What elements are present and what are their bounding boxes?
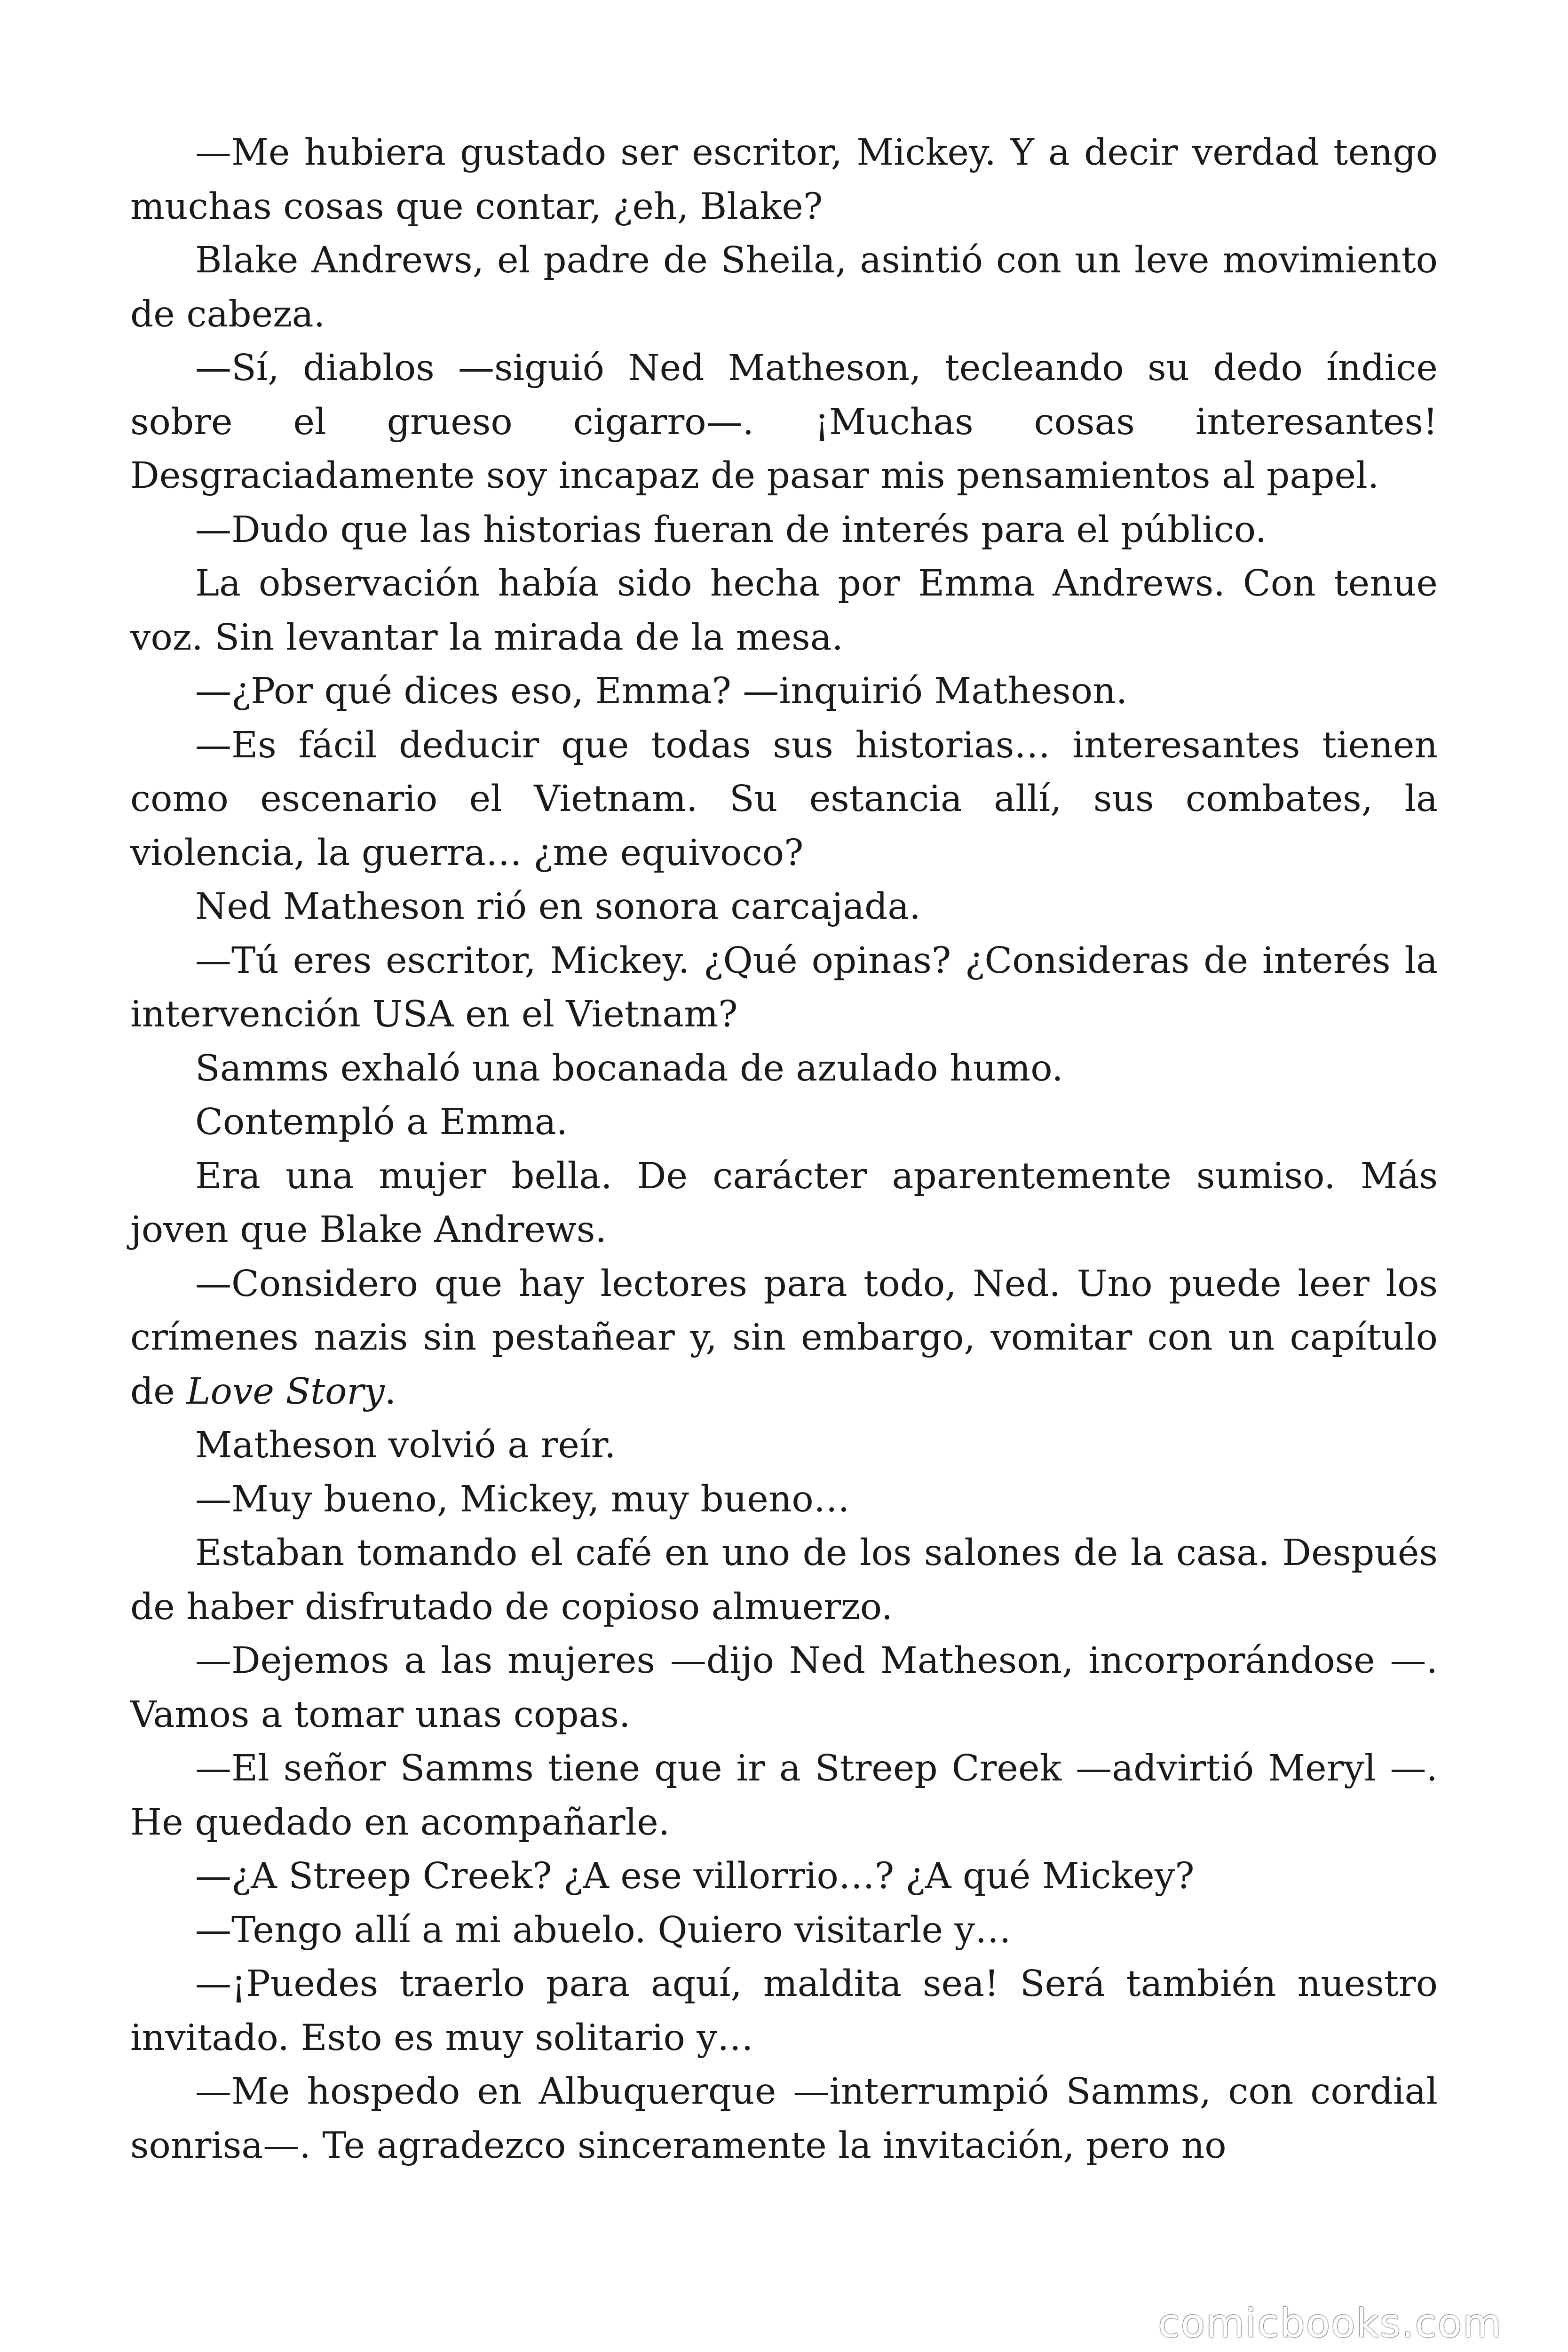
paragraph: La observación había sido hecha por Emma Andrews. Con tenue voz. Sin levantar la mirada de la mesa. bbox=[130, 563, 1438, 659]
paragraph: Blake Andrews, el padre de Sheila, asintió con un leve movimiento de cabeza. bbox=[130, 239, 1438, 335]
period: . bbox=[384, 1370, 396, 1413]
book-title-italic: Love Story bbox=[186, 1370, 385, 1413]
paragraph: —Dudo que las historias fueran de interés para el público. bbox=[195, 509, 1267, 551]
book-page-text bbox=[130, 126, 1438, 2173]
paragraph: —Me hubiera gustado ser escritor, Mickey. Y a decir verdad tengo muchas cosas que contar, ¿eh, Blake? bbox=[130, 132, 1438, 228]
paragraph-text: —Considero que hay lectores para todo, Ned. Uno puede leer los crímenes nazis sin pestañear y, sin embargo, vomitar con un capítulo de bbox=[130, 1263, 1438, 1413]
paragraph: Ned Matheson rió en sonora carcajada. bbox=[195, 886, 921, 928]
paragraph: —Tengo allí a mi abuelo. Quiero visitarle y… bbox=[195, 1909, 1012, 1951]
paragraph: —El señor Samms tiene que ir a Streep Creek —advirtió Meryl —. He quedado en acompañarle. bbox=[130, 1748, 1438, 1843]
paragraph-with-title bbox=[130, 1257, 1438, 1419]
paragraph: —Tú eres escritor, Mickey. ¿Qué opinas? ¿Consideras de interés la intervención USA en el Vietnam? bbox=[130, 939, 1438, 1035]
paragraph: Samms exhaló una bocanada de azulado humo. bbox=[195, 1047, 1063, 1089]
paragraph: —Sí, diablos —siguió Ned Matheson, tecleando su dedo índice sobre el grueso cigarro—. ¡Muchas cosas interesantes! Desgraciadamente soy incapaz de pasar mis pensamientos al papel. bbox=[130, 347, 1438, 497]
paragraph: —¡Puedes traerlo para aquí, maldita sea! Será también nuestro invitado. Esto es muy solitario y… bbox=[130, 1963, 1438, 2059]
paragraph: —Dejemos a las mujeres —dijo Ned Matheson, incorporándose —. Vamos a tomar unas copas. bbox=[130, 1640, 1438, 1736]
paragraph: —¿A Streep Creek? ¿A ese villorrio…? ¿A qué Mickey? bbox=[195, 1855, 1195, 1897]
paragraph: Era una mujer bella. De carácter aparentemente sumiso. Más joven que Blake Andrews. bbox=[130, 1155, 1438, 1251]
paragraph: Estaban tomando el café en uno de los salones de la casa. Después de haber disfrutado de copioso almuerzo. bbox=[130, 1532, 1438, 1628]
paragraph: —Es fácil deducir que todas sus historias… interesantes tienen como escenario el Vietnam. Su estancia allí, sus combates, la violencia, la guerra… ¿me equivoco? bbox=[130, 724, 1438, 874]
paragraph: —Me hospedo en Albuquerque —interrumpió Samms, con cordial sonrisa—. Te agradezco sinceramente la invitación, pero no bbox=[130, 2071, 1438, 2167]
paragraph: —Muy bueno, Mickey, muy bueno… bbox=[195, 1478, 850, 1520]
watermark: comicbooks.com bbox=[1158, 2300, 1502, 2346]
paragraph: Contempló a Emma. bbox=[195, 1101, 568, 1143]
paragraph: —¿Por qué dices eso, Emma? —inquirió Matheson. bbox=[195, 670, 1128, 712]
paragraph: Matheson volvió a reír. bbox=[195, 1424, 616, 1466]
